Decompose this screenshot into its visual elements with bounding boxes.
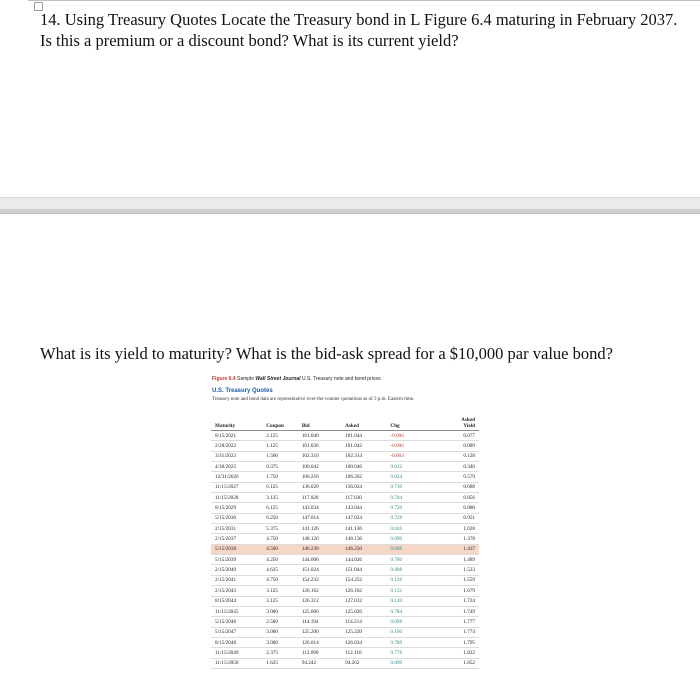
cell-yield: 0.128 bbox=[463, 453, 475, 460]
cell-coupon: 1.500 bbox=[266, 453, 278, 460]
cell-bid: 125.200 bbox=[301, 629, 319, 636]
cell-maturity: 5/15/2030 bbox=[215, 515, 237, 522]
cell-yield: 1.774 bbox=[463, 629, 475, 636]
cell-bid: 136.020 bbox=[301, 484, 319, 491]
cell-bid: 143.034 bbox=[301, 505, 319, 512]
cell-asked: 146.250 bbox=[345, 544, 390, 554]
cell-asked: 117.030 bbox=[345, 494, 362, 501]
cell-chg: 0.098 bbox=[390, 618, 403, 625]
page-top-edge bbox=[28, 0, 700, 4]
cell-asked: 126.182 bbox=[345, 587, 363, 594]
cell-maturity: 8/15/2044 bbox=[215, 598, 237, 605]
page-separator-edge bbox=[0, 213, 700, 214]
header-chg: Chg bbox=[390, 413, 429, 431]
cell-maturity: 2/15/2040 bbox=[215, 567, 237, 574]
header-yield-top: Asked bbox=[461, 417, 475, 423]
table-row bbox=[211, 482, 479, 492]
cell-asked: 148.136 bbox=[345, 536, 363, 543]
cell-maturity: 5/15/2046 bbox=[215, 618, 237, 625]
cell-chg: 0.780 bbox=[390, 556, 403, 563]
header-bid: Bid bbox=[302, 413, 345, 431]
table-row bbox=[211, 596, 479, 606]
cell-bid: 101.040 bbox=[301, 432, 319, 439]
cell-maturity: 2/15/2031 bbox=[215, 525, 237, 532]
table-row bbox=[211, 575, 479, 585]
cell-coupon: 2.125 bbox=[266, 432, 278, 439]
cell-yield: 1.795 bbox=[463, 639, 475, 646]
cell-coupon: 3.125 bbox=[266, 494, 278, 501]
cell-maturity: 3/31/2023 bbox=[215, 453, 237, 460]
figure-caption bbox=[212, 376, 381, 382]
cell-maturity: 4/30/2025 bbox=[215, 463, 237, 470]
table-row bbox=[211, 627, 479, 637]
cell-coupon: 4.625 bbox=[266, 567, 278, 574]
cell-maturity: 2/15/2037 bbox=[215, 536, 237, 543]
cell-chg: 0.024 bbox=[390, 474, 403, 481]
cell-yield: 1.822 bbox=[463, 649, 475, 656]
cell-yield: 1.523 bbox=[463, 567, 475, 574]
cell-coupon: 4.750 bbox=[266, 536, 278, 543]
cell-chg: 0.120 bbox=[390, 598, 403, 605]
table-row bbox=[211, 462, 479, 472]
cell-bid: 101.036 bbox=[301, 443, 319, 450]
figure-caption-pre: Sample bbox=[237, 376, 254, 382]
table-body bbox=[211, 431, 479, 669]
cell-chg: 0.784 bbox=[390, 608, 403, 615]
cell-bid: 151.024 bbox=[301, 567, 319, 574]
cell-yield: 0.856 bbox=[463, 494, 475, 501]
figure-journal: Wall Street Journal bbox=[255, 376, 301, 382]
table-row bbox=[211, 544, 479, 554]
cell-coupon: 4.250 bbox=[266, 556, 278, 563]
cell-maturity: 8/15/2029 bbox=[215, 505, 237, 512]
cell-coupon: 3.000 bbox=[266, 608, 278, 615]
cell-chg: 0.704 bbox=[390, 494, 403, 501]
cell-yield: 1.724 bbox=[463, 598, 475, 605]
cell-asked: 136.024 bbox=[345, 484, 363, 491]
cell-yield: 1.378 bbox=[463, 536, 475, 543]
cell-chg: 0.012 bbox=[390, 463, 403, 470]
cell-coupon: 1.125 bbox=[266, 443, 278, 450]
table-row bbox=[211, 472, 479, 482]
cell-bid: 106.256 bbox=[301, 474, 319, 481]
cell-bid: 100.042 bbox=[301, 463, 319, 470]
cell-coupon: 6.125 bbox=[266, 484, 278, 491]
cell-asked: 127.012 bbox=[345, 598, 363, 605]
cell-yield: 1.777 bbox=[463, 618, 475, 625]
cell-coupon: 4.500 bbox=[266, 544, 302, 554]
cell-coupon: 5.375 bbox=[266, 525, 278, 532]
treasury-quotes-table bbox=[211, 413, 479, 669]
cell-chg: 0.026 bbox=[390, 525, 403, 532]
cell-coupon: 6.250 bbox=[266, 515, 278, 522]
question-14-line1: 14. Using Treasury Quotes Locate the Treasury bond in L Figure 6.4 maturing in February 2037. bbox=[40, 10, 678, 29]
cell-bid: 146.230 bbox=[302, 544, 345, 554]
cell-bid: 147.014 bbox=[301, 515, 319, 522]
header-maturity: Maturity bbox=[211, 413, 266, 431]
table-row bbox=[211, 451, 479, 461]
header-asked: Asked bbox=[345, 413, 390, 431]
cell-chg: 0.100 bbox=[390, 629, 403, 636]
cell-asked: 106.262 bbox=[345, 474, 363, 481]
table-row bbox=[211, 606, 479, 616]
cell-maturity: 2/15/2041 bbox=[215, 577, 237, 584]
cell-asked: 147.024 bbox=[345, 515, 363, 522]
question-14-line2: Is this a premium or a discount bond? What is its current yield? bbox=[40, 31, 459, 50]
cell-coupon: 4.750 bbox=[266, 577, 278, 584]
table-row bbox=[211, 503, 479, 513]
cell-coupon: 3.125 bbox=[266, 598, 278, 605]
cell-coupon: 1.750 bbox=[266, 474, 278, 481]
header-asked-yield bbox=[430, 413, 479, 431]
figure-note: Treasury note and bond data are representative over-the-counter quotations as of 3 p.m. Eastern time. bbox=[212, 397, 415, 402]
header-yield-bottom: Yield bbox=[463, 423, 475, 429]
cell-bid: 154.232 bbox=[301, 577, 319, 584]
figure-caption-post: U.S. Treasury note and bond prices bbox=[301, 376, 381, 382]
cell-chg: 0.090 bbox=[390, 660, 403, 667]
cell-yield: 1.028 bbox=[463, 525, 475, 532]
cell-asked: 125.026 bbox=[345, 608, 363, 615]
cell-chg: 0.808 bbox=[390, 567, 403, 574]
figure-section-title: U.S. Treasury Quotes bbox=[212, 388, 273, 394]
cell-maturity: 11/15/2045 bbox=[215, 608, 239, 615]
cell-yield: 0.688 bbox=[463, 484, 475, 491]
cell-maturity: 5/15/2039 bbox=[215, 556, 237, 563]
table-row bbox=[211, 493, 479, 503]
cell-bid: 125.006 bbox=[301, 608, 319, 615]
cell-bid: 126.162 bbox=[301, 587, 319, 594]
cell-coupon: 3.000 bbox=[266, 639, 278, 646]
cell-chg: 0.098 bbox=[390, 544, 429, 554]
cell-chg: -0.006 bbox=[390, 443, 404, 450]
cell-asked: 154.252 bbox=[345, 577, 363, 584]
cell-asked: 143.044 bbox=[345, 505, 363, 512]
cell-asked: 126.034 bbox=[345, 639, 363, 646]
cell-asked: 101.044 bbox=[345, 432, 363, 439]
table-row bbox=[211, 637, 479, 647]
cell-maturity: 11/15/2028 bbox=[215, 494, 239, 501]
table-row bbox=[211, 534, 479, 544]
cell-asked: 112.110 bbox=[345, 649, 362, 656]
cell-bid: 112.090 bbox=[301, 649, 319, 656]
table-row bbox=[211, 658, 479, 668]
cell-chg: 0.090 bbox=[390, 536, 403, 543]
table-row bbox=[211, 565, 479, 575]
cell-asked: 94.262 bbox=[345, 660, 360, 667]
cell-asked: 114.214 bbox=[345, 618, 362, 625]
cell-maturity: 11/15/2050 bbox=[215, 660, 239, 667]
table-row bbox=[211, 441, 479, 451]
cell-maturity: 11/15/2027 bbox=[215, 484, 239, 491]
table-row bbox=[211, 586, 479, 596]
cell-bid: 148.126 bbox=[301, 536, 319, 543]
cell-yield: 1.437 bbox=[430, 544, 479, 554]
cell-yield: 0.579 bbox=[463, 474, 475, 481]
cell-maturity: 8/15/2048 bbox=[215, 639, 237, 646]
cell-chg: 0.728 bbox=[390, 515, 403, 522]
cell-chg: 0.112 bbox=[390, 587, 402, 594]
cell-coupon: 2.375 bbox=[266, 649, 278, 656]
cell-chg: 0.710 bbox=[390, 484, 403, 491]
cell-maturity: 2/15/2043 bbox=[215, 587, 237, 594]
cell-maturity: 2/28/2022 bbox=[215, 443, 237, 450]
question-14 bbox=[40, 9, 700, 51]
cell-bid: 141.126 bbox=[301, 525, 319, 532]
cell-bid: 126.014 bbox=[301, 639, 319, 646]
table-header-row bbox=[211, 413, 479, 431]
cell-coupon: 0.375 bbox=[266, 463, 278, 470]
cell-bid: 144.006 bbox=[301, 556, 319, 563]
table-row bbox=[211, 555, 479, 565]
cell-yield: 0.077 bbox=[463, 432, 475, 439]
cell-yield: 0.880 bbox=[463, 505, 475, 512]
cell-yield: 0.340 bbox=[463, 463, 475, 470]
cell-bid: 102.310 bbox=[301, 453, 319, 460]
table-row bbox=[211, 524, 479, 534]
cell-yield: 1.749 bbox=[463, 608, 475, 615]
cell-maturity: 12/31/2026 bbox=[215, 474, 239, 481]
cell-chg: -0.004 bbox=[390, 453, 404, 460]
cell-asked: 101.042 bbox=[345, 443, 363, 450]
cell-chg: 0.720 bbox=[390, 505, 403, 512]
cell-chg: 0.778 bbox=[390, 649, 403, 656]
cell-coupon: 1.625 bbox=[266, 660, 278, 667]
cell-coupon: 3.000 bbox=[266, 629, 278, 636]
cell-yield: 0.089 bbox=[463, 443, 475, 450]
cell-bid: 126.312 bbox=[301, 598, 319, 605]
cell-maturity: 8/15/2021 bbox=[215, 432, 237, 439]
cell-asked: 102.314 bbox=[345, 453, 363, 460]
cell-bid: 117.020 bbox=[301, 494, 319, 501]
cell-bid: 94.242 bbox=[301, 660, 317, 667]
table-row bbox=[211, 431, 479, 441]
cell-chg: -0.006 bbox=[390, 432, 404, 439]
cell-yield: 1.679 bbox=[463, 587, 475, 594]
cell-maturity: 5/15/2047 bbox=[215, 629, 237, 636]
header-coupon: Coupon bbox=[266, 413, 302, 431]
table-row bbox=[211, 513, 479, 523]
cell-asked: 144.026 bbox=[345, 556, 363, 563]
cell-coupon: 6.125 bbox=[266, 505, 278, 512]
cell-yield: 1.559 bbox=[463, 577, 475, 584]
question-continuation: What is its yield to maturity? What is the bid-ask spread for a $10,000 par value bond? bbox=[40, 344, 613, 363]
cell-maturity: 5/15/2038 bbox=[211, 544, 266, 554]
cell-yield: 1.489 bbox=[463, 556, 475, 563]
figure-number: Figure 6.4 bbox=[212, 376, 236, 382]
cell-asked: 125.220 bbox=[345, 629, 363, 636]
cell-asked: 100.046 bbox=[345, 463, 363, 470]
table-row bbox=[211, 617, 479, 627]
cell-asked: 151.044 bbox=[345, 567, 363, 574]
cell-asked: 141.136 bbox=[345, 525, 363, 532]
cell-chg: 0.789 bbox=[390, 639, 403, 646]
cell-coupon: 3.125 bbox=[266, 587, 278, 594]
cell-maturity: 11/15/2049 bbox=[215, 649, 239, 656]
cell-bid: 114.194 bbox=[301, 618, 319, 625]
cell-coupon: 2.500 bbox=[266, 618, 278, 625]
cell-yield: 0.951 bbox=[463, 515, 475, 522]
cell-yield: 1.852 bbox=[463, 660, 475, 667]
table-row bbox=[211, 648, 479, 658]
cell-chg: 0.126 bbox=[390, 577, 403, 584]
